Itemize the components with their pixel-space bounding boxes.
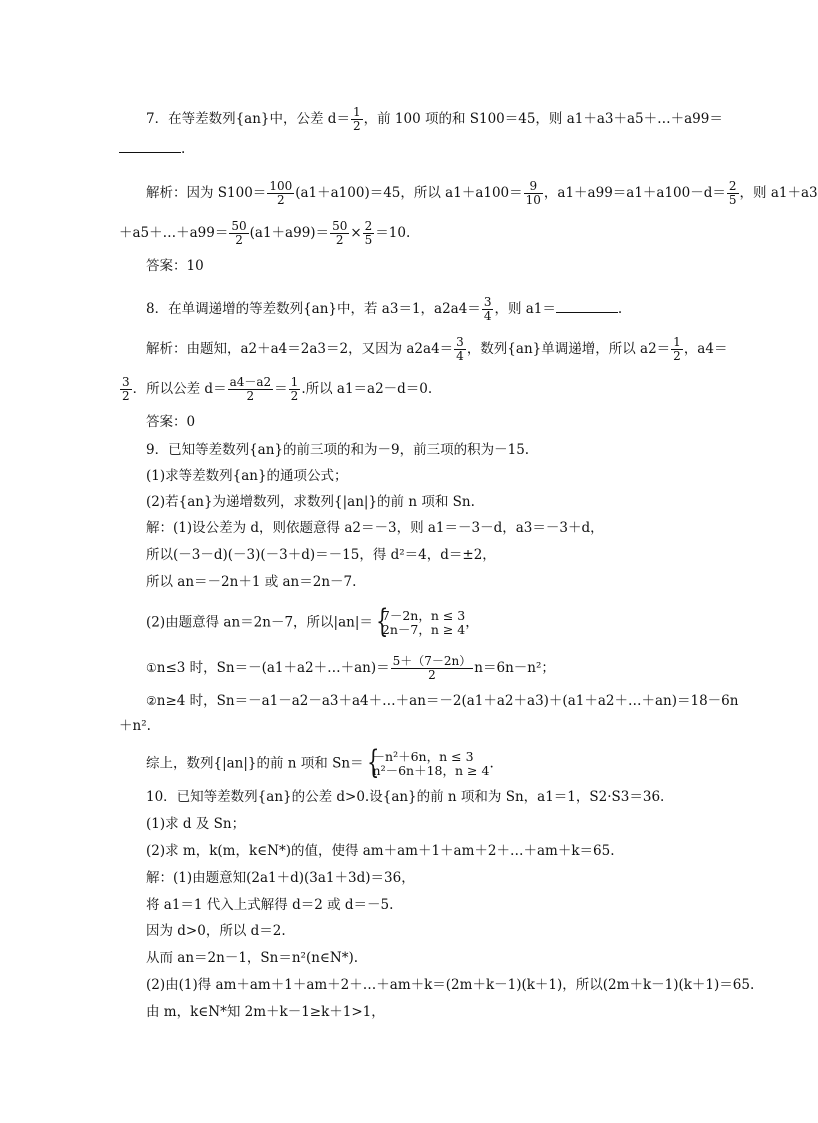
q7-frac-1-den: 2 (276, 193, 285, 207)
q7-frac-1 (267, 180, 294, 207)
q9-sol6-a: n≥4 时，Sn＝－a1－a2－a3＋a4＋…＋an＝－2(a1＋a2＋a3)＋(a1＋a2＋…＋an)＝18－6n (156, 693, 739, 709)
q7-answer: 答案：10 (146, 258, 204, 274)
q9-abs-an-cases (374, 609, 465, 637)
q7-sol-b: (a1＋a100)＝45，所以 a1＋a100＝ (295, 185, 523, 201)
q8-frac-6 (289, 376, 301, 403)
q7-sol-c: ，a1＋a99＝a1＋a100－d＝ (543, 185, 726, 201)
q9-sol5-a: n≤3 时，Sn＝－(a1＋a2＋…＋an)＝ (156, 660, 390, 676)
q7-frac-6 (363, 220, 375, 247)
q8-stem (146, 296, 622, 323)
q7-frac-4-den: 2 (235, 233, 243, 247)
q9-summary-end: . (489, 755, 494, 772)
q8-frac-3-num: 1 (673, 335, 681, 349)
q8-frac-1-num: 3 (483, 295, 492, 309)
q7-sol-a: 解析：因为 S100＝ (146, 185, 267, 201)
q10-sol-line2: 将 a1＝1 代入上式解得 d＝2 或 d＝－5. (146, 897, 394, 913)
q8-frac-6-num: 1 (290, 375, 299, 389)
q7-fraction-d (351, 106, 363, 133)
q9-frac-sum (391, 655, 474, 682)
q7-answer-blank[interactable] (119, 140, 181, 153)
q9-frac-sum-den: 2 (428, 668, 436, 682)
q7-solution-line1 (146, 180, 818, 207)
q8-stem-c: . (617, 301, 623, 317)
q7-frac-4 (229, 220, 248, 247)
q7-frac-6-num: 2 (364, 219, 373, 233)
q7-line2-end: . (181, 141, 186, 157)
q7-frac-1-num: 100 (269, 179, 293, 193)
q7-frac-3-num: 2 (728, 179, 737, 193)
q7-frac-2-den: 10 (525, 193, 541, 207)
q7-frac-3 (727, 180, 739, 207)
q9-stem: 9．已知等差数列{an}的前三项的和为－9，前三项的积为－15. (146, 442, 530, 458)
q9-case-2: 2n－7，n ≥ 4 (381, 622, 466, 637)
q10-sol-line5: (2)由(1)得 am＋am＋1＋am＋2＋…＋am＋k＝(2m＋k－1)(k＋1)，所以(2m＋k－1)(k＋1)＝65. (146, 977, 755, 993)
q7-stem-part-b: ，前 100 项的和 S100＝45，则 a1＋a3＋a5＋…＋a99＝ (363, 111, 723, 127)
q8-frac-4-num: 3 (122, 375, 130, 389)
q8-frac-5 (228, 376, 274, 403)
q7-frac-4-num: 50 (231, 219, 247, 233)
q7-sol2-c: × (350, 225, 362, 241)
q7-stem-part-a: 7．在等差数列{an}中，公差 d＝ (146, 111, 350, 127)
q9-summary-label: 综上，数列{|an|}的前 n 项和 Sn＝ (146, 755, 364, 772)
q7-sol2-b: (a1＋a99)＝ (249, 225, 330, 241)
q7-frac-3-den: 5 (728, 193, 737, 207)
q10-sol-line3: 因为 d>0，所以 d＝2. (146, 923, 286, 939)
q7-sol2-d: ＝10. (375, 225, 411, 241)
q7-answer-blank-line (119, 140, 185, 158)
q8-answer-blank[interactable] (556, 300, 618, 313)
q8-sol2-a: ．所以公差 d＝ (132, 381, 227, 397)
q8-frac-4-den: 2 (122, 389, 130, 403)
q10-part2: (2)求 m，k(m，k∈N*)的值，使得 am＋am＋1＋am＋2＋…＋am＋k＝65. (146, 843, 615, 859)
q7-frac-5-num: 50 (332, 219, 348, 233)
q8-sol-b: ，数列{an}单调递增，所以 a2＝ (466, 341, 671, 357)
q7-frac-2-num: 9 (524, 180, 543, 194)
q8-solution-line1 (146, 336, 727, 363)
q8-frac-1-den: 4 (483, 309, 492, 323)
q9-sol-line4-end: ， (465, 614, 479, 631)
q8-stem-b: ，则 a1＝ (494, 301, 556, 317)
q9-frac-sum-num: 5＋（7－2n） (392, 654, 472, 668)
q9-summary-case-2: n²－6n＋18，n ≥ 4 (372, 763, 490, 778)
q9-part1: (1)求等差数列{an}的通项公式； (146, 468, 348, 484)
q8-sol2-c: .所以 a1＝a2－d＝0. (301, 381, 433, 397)
q8-solution-line2 (119, 376, 432, 403)
q7-fraction-d-den: 2 (352, 119, 361, 133)
q10-sol-line4: 从而 an＝2n－1，Sn＝n²(n∈N*). (146, 950, 359, 966)
q8-answer: 答案：0 (146, 414, 196, 430)
q8-frac-3-den: 2 (673, 349, 681, 363)
q9-summary-cases (365, 750, 490, 778)
q8-stem-a: 8．在单调递增的等差数列{an}中，若 a3＝1，a2a4＝ (146, 301, 481, 317)
q8-frac-4 (120, 376, 132, 403)
q7-frac-5-den: 2 (335, 233, 344, 247)
q9-sol5-b: n＝6n－n²； (474, 660, 555, 676)
q8-frac-5-num: a4－a2 (229, 375, 272, 389)
q7-sol-d: ，则 a1＋a3 (739, 185, 818, 201)
q10-stem: 10．已知等差数列{an}的公差 d>0.设{an}的前 n 项和为 Sn，a1＝1，S2·S3＝36. (146, 789, 665, 805)
q9-case-1: { 7－2n，n ≤ 3 (381, 608, 466, 623)
q10-sol-line1: 解：(1)由题意知(2a1＋d)(3a1＋3d)＝36， (146, 870, 415, 886)
q8-frac-2-num: 3 (456, 335, 464, 349)
q7-frac-6-den: 5 (364, 233, 373, 247)
q8-frac-2 (454, 336, 466, 363)
q8-sol-a: 解析：由题知，a2＋a4＝2a3＝2，又因为 a2a4＝ (146, 341, 454, 357)
q9-sol-line7: ＋n². (119, 718, 151, 734)
q7-sol2-a: ＋a5＋…＋a99＝ (119, 225, 229, 241)
q9-sol-line2: 所以(－3－d)(－3)(－3＋d)＝－15，得 d²＝4，d＝±2， (146, 547, 496, 563)
q9-abs-an-label: (2)由题意得 an＝2n－7，所以|an|＝ (146, 614, 373, 631)
q7-stem (146, 106, 723, 133)
q9-sol-line5 (146, 655, 555, 682)
q8-sol-c: ，a4＝ (683, 341, 728, 357)
q9-sol-line1: 解：(1)设公差为 d，则依题意得 a2＝－3，则 a1＝－3－d，a3＝－3＋d， (146, 520, 604, 536)
q9-sol-line3: 所以 an＝－2n＋1 或 an＝2n－7. (146, 574, 357, 590)
q9-sol-line4 (146, 609, 479, 637)
q7-frac-2 (524, 180, 543, 207)
q8-frac-1 (482, 296, 494, 323)
q9-sol-line6 (146, 692, 738, 710)
q7-frac-5 (330, 220, 349, 247)
q10-sol-line6: 由 m，k∈N*知 2m＋k－1≥k＋1>1， (146, 1004, 385, 1020)
q9-circled-two: ② (146, 694, 157, 708)
q9-circled-one: ① (146, 661, 157, 675)
q8-frac-2-den: 4 (456, 349, 464, 363)
q7-solution-line2 (119, 220, 410, 247)
q8-sol2-b: ＝ (274, 381, 288, 397)
q9-summary-case-1: { －n²＋6n，n ≤ 3 (372, 749, 474, 764)
q9-sol-line8 (146, 750, 494, 778)
q8-frac-3 (671, 336, 683, 363)
q9-part2: (2)若{an}为递增数列，求数列{|an|}的前 n 项和 Sn. (146, 494, 475, 510)
q8-frac-5-den: 2 (246, 389, 255, 403)
q8-frac-6-den: 2 (290, 389, 299, 403)
q10-part1: (1)求 d 及 Sn； (146, 816, 246, 832)
q7-fraction-d-num: 1 (352, 105, 361, 119)
